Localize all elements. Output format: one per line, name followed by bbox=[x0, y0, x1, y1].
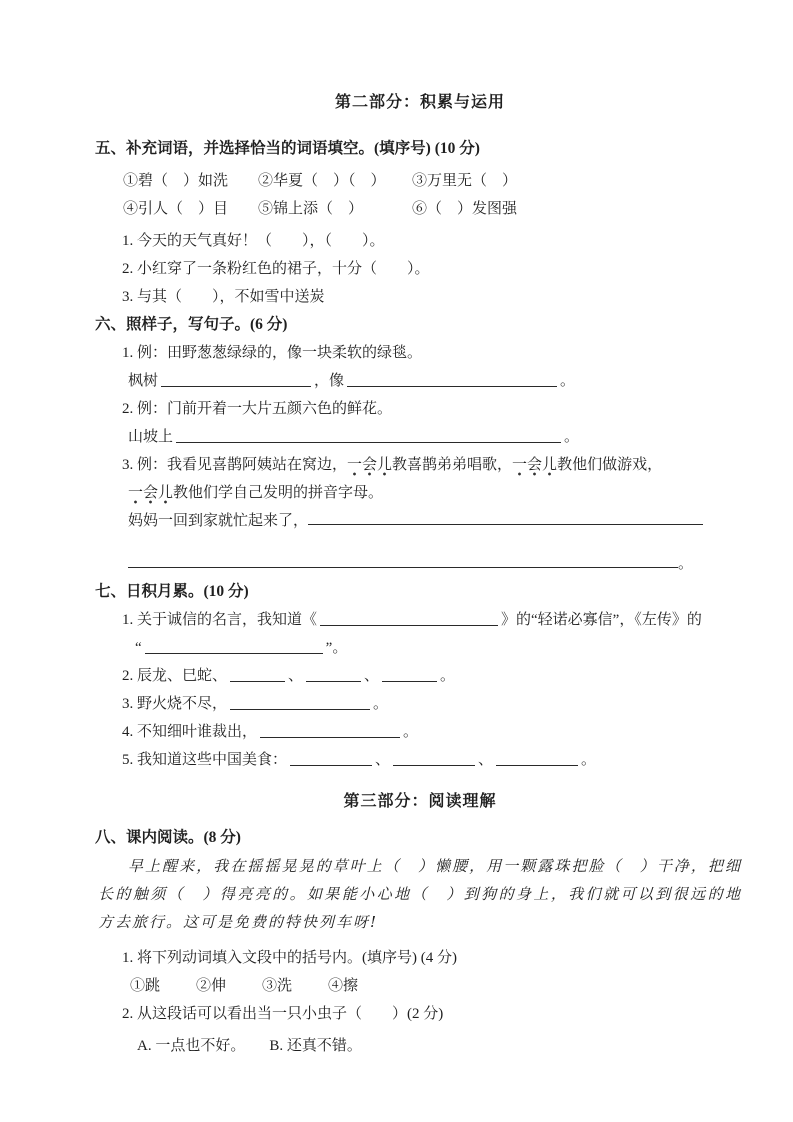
blank-underline bbox=[145, 639, 323, 654]
section-5-item-2: 2. 小红穿了一条粉红色的裙子，十分（ ）。 bbox=[122, 261, 430, 277]
blank-underline bbox=[306, 667, 361, 682]
period: 。 bbox=[440, 668, 456, 684]
section-7-item-3 bbox=[122, 690, 745, 718]
blank-underline bbox=[260, 723, 400, 738]
answer-2-pre: 山坡上 bbox=[128, 429, 174, 445]
separator: 、 bbox=[375, 752, 391, 768]
section-5-title: 五、补充词语，并选择恰当的词语填空。(填序号) (10 分) bbox=[95, 140, 480, 157]
blank-underline bbox=[308, 510, 703, 525]
item-1-pre: 1. 关于诚信的名言，我知道《 bbox=[122, 612, 318, 628]
blank-underline bbox=[230, 695, 370, 710]
blank-underline bbox=[161, 372, 311, 387]
emphasized-text: 一会儿 bbox=[512, 457, 557, 476]
section-7-title: 七、日积月累。(10 分) bbox=[95, 583, 249, 600]
answer-1-pre: 枫树 bbox=[128, 373, 159, 389]
example-3-text: 3. 例：我看见喜鹊阿姨站在窝边， bbox=[122, 457, 348, 473]
word-item-1: ①碧（ ）如洗 bbox=[123, 173, 229, 189]
section-6-example-3-line-1 bbox=[122, 451, 745, 479]
section-5-item-3: 3. 与其（ ），不如雪中送炭 bbox=[122, 289, 325, 305]
answer-1-end: 。 bbox=[560, 373, 576, 389]
word-item-4: ④引人（ ）目 bbox=[123, 201, 229, 217]
period: 。 bbox=[403, 724, 419, 740]
emphasized-text: 一会儿 bbox=[128, 485, 173, 504]
blank-underline bbox=[393, 751, 475, 766]
section-7 bbox=[95, 578, 745, 774]
period: 。 bbox=[581, 752, 597, 768]
section-7-item-2 bbox=[122, 662, 745, 690]
item-2-pre: 2. 辰龙、巳蛇、 bbox=[122, 668, 228, 684]
section-5-item-1: 1. 今天的天气真好！（ ），（ ）。 bbox=[122, 233, 385, 249]
section-5 bbox=[95, 135, 745, 311]
word-item-6: ⑥（ ）发图强 bbox=[412, 201, 518, 217]
word-item-2: ②华夏（ ）（ ） bbox=[258, 173, 386, 189]
blank-underline bbox=[230, 667, 285, 682]
answer-3-end: 。 bbox=[677, 556, 693, 572]
section-6-title: 六、照样子，写句子。(6 分) bbox=[95, 316, 288, 333]
blank-underline bbox=[176, 428, 561, 443]
section-8-question-1: 1. 将下列动词填入文段中的括号内。(填序号) (4 分) bbox=[122, 950, 457, 966]
section-7-item-1-continuation bbox=[135, 634, 745, 662]
section-6 bbox=[95, 311, 745, 578]
word-item-3: ③万里无（ ） bbox=[412, 173, 518, 189]
section-5-word-grid bbox=[123, 167, 745, 223]
part3-heading: 第三部分：阅读理解 bbox=[343, 793, 497, 810]
blank-underline bbox=[496, 751, 578, 766]
option-4: ④擦 bbox=[328, 978, 359, 994]
section-6-answer-3 bbox=[128, 507, 745, 535]
section-8-question-2: 2. 从这段话可以看出当一只小虫子（ ）(2 分) bbox=[122, 1006, 444, 1022]
emphasized-text: 一会儿 bbox=[347, 457, 392, 476]
item-3-pre: 3. 野火烧不尽， bbox=[122, 696, 228, 712]
blank-underline bbox=[290, 751, 372, 766]
section-8-title: 八、课内阅读。(8 分) bbox=[95, 829, 241, 846]
option-3: ③洗 bbox=[262, 978, 293, 994]
section-8 bbox=[95, 824, 745, 1060]
section-6-answer-2 bbox=[128, 423, 745, 451]
separator: 、 bbox=[288, 668, 304, 684]
quote-open: “ bbox=[135, 640, 142, 656]
example-3-text: 教他们做游戏， bbox=[557, 457, 663, 473]
example-3-text: 教他们学自己发明的拼音字母。 bbox=[173, 485, 384, 501]
question-2-options bbox=[137, 1032, 745, 1060]
blank-underline bbox=[320, 611, 498, 626]
section-7-item-1 bbox=[122, 606, 745, 634]
answer-1-mid: ，像 bbox=[314, 373, 345, 389]
item-5-pre: 5. 我知道这些中国美食： bbox=[122, 752, 288, 768]
section-6-example-3-line-2 bbox=[128, 479, 745, 507]
blank-underline bbox=[347, 372, 557, 387]
item-1-post: 》的“轻诺必寡信”，《左传》的 bbox=[501, 612, 702, 628]
option-b: B. 还真不错。 bbox=[269, 1038, 362, 1054]
example-3-text: 教喜鹊弟弟唱歌， bbox=[392, 457, 513, 473]
section-6-example-2: 2. 例：门前开着一大片五颜六色的鲜花。 bbox=[122, 401, 393, 417]
option-2: ②伸 bbox=[196, 978, 227, 994]
word-item-5: ⑤锦上添（ ） bbox=[258, 201, 364, 217]
period: 。 bbox=[373, 696, 389, 712]
section-7-item-5 bbox=[122, 746, 745, 774]
separator: 、 bbox=[478, 752, 494, 768]
question-1-options bbox=[130, 972, 745, 1000]
quote-close: ”。 bbox=[325, 640, 348, 656]
answer-2-end: 。 bbox=[564, 429, 580, 445]
option-a: A. 一点也不好。 bbox=[137, 1038, 246, 1054]
section-6-answer-1 bbox=[128, 367, 745, 395]
section-7-item-4 bbox=[122, 718, 745, 746]
section-6-answer-3-continuation bbox=[128, 550, 745, 578]
blank-underline bbox=[128, 553, 678, 568]
separator: 、 bbox=[364, 668, 380, 684]
section-6-example-1: 1. 例：田野葱葱绿绿的，像一块柔软的绿毯。 bbox=[122, 345, 423, 361]
option-1: ①跳 bbox=[130, 978, 161, 994]
item-4-pre: 4. 不知细叶谁裁出， bbox=[122, 724, 258, 740]
blank-underline bbox=[382, 667, 437, 682]
reading-passage: 早上醒来，我在摇摇晃晃的草叶上（ ）懒腰，用一颗露珠把脸（ ）干净，把细长的触须（ ）得亮亮的。如果能小心地（ ）到狗的身上，我们就可以到很远的地方去旅行。这可是免费的特快列车呀! bbox=[98, 857, 742, 931]
part2-heading: 第二部分：积累与运用 bbox=[334, 94, 505, 111]
answer-3-pre: 妈妈一回到家就忙起来了， bbox=[128, 513, 309, 529]
